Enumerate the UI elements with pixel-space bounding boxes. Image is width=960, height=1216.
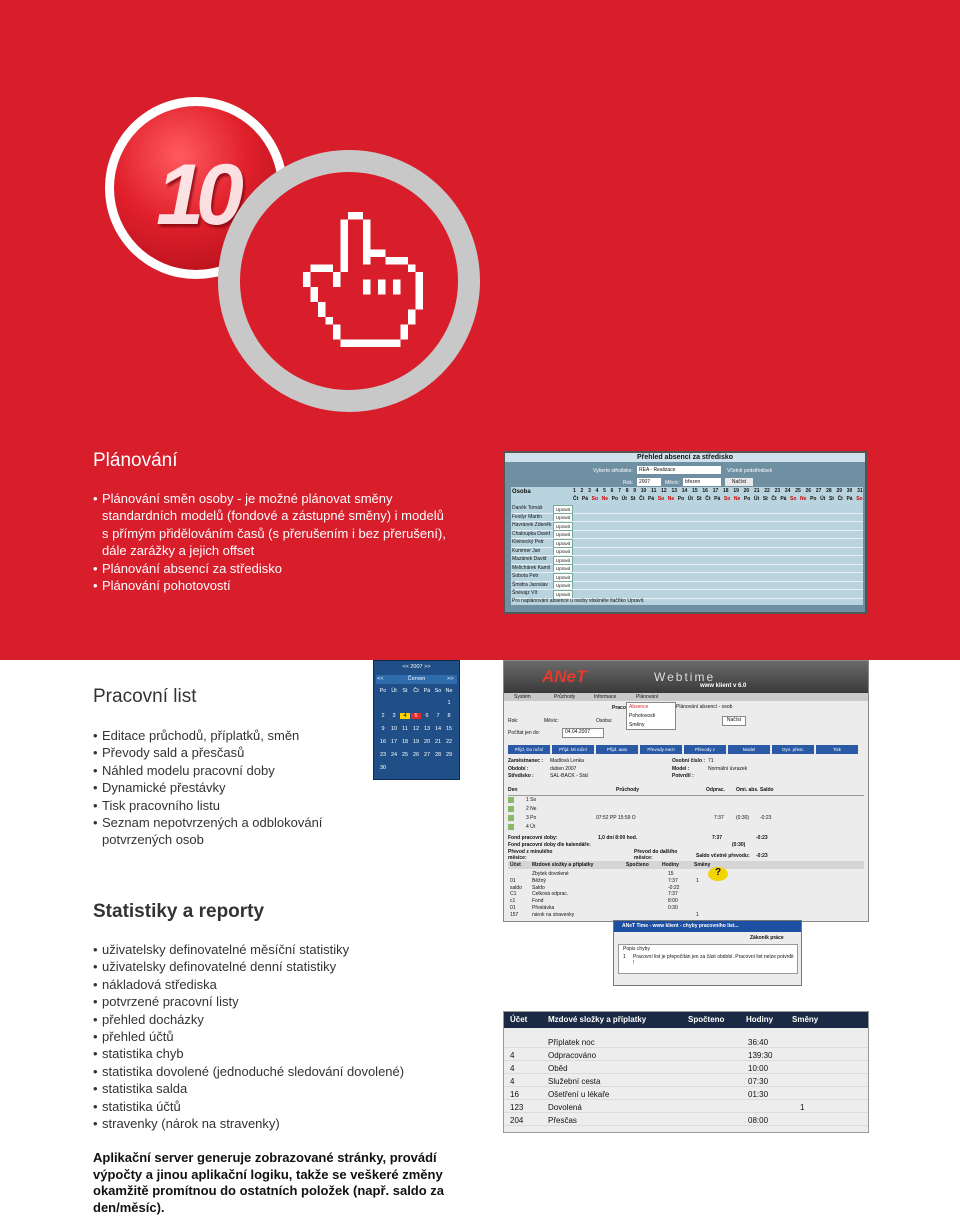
calendar-year[interactable]: << 2007 >> (402, 664, 431, 670)
salary-nazev: Odpracováno (548, 1051, 597, 1060)
menu-item[interactable]: Systém (514, 694, 531, 700)
info-cell: Osobní číslo : (672, 758, 706, 764)
menu-item[interactable]: Plánování (636, 694, 659, 700)
dialog-titlebar (614, 921, 801, 932)
calendar-next[interactable]: >> (447, 676, 454, 682)
tab-button[interactable]: Příjd. auto (596, 745, 638, 754)
load-button[interactable]: Načíst (722, 716, 746, 726)
salary-hodiny: 139:30 (748, 1051, 773, 1060)
saldo-value: -0:23 (756, 853, 768, 859)
error-number: 1 (623, 954, 626, 960)
person-name: Kummer Jan (512, 547, 541, 554)
day-cell: 7:37 (714, 815, 724, 821)
salary-nazev: Dovolená (548, 1103, 582, 1112)
submenu-item[interactable]: Pohotovosti (629, 713, 656, 719)
list-item: • Převody sald a přesčasů (93, 744, 363, 761)
weekday-row: Čt Pá So Ne Po Út St Čt Pá So Ne Po Út St Čt Pá So Ne Po Út St Čt Pá So Ne Po Út St Čt Pá So (573, 496, 863, 502)
tab-button[interactable]: Tisk (816, 745, 858, 754)
info-cell: 71 (708, 758, 714, 764)
calendar-day[interactable]: 26 (412, 752, 420, 758)
person-name: Kleinecký Petr (512, 539, 544, 545)
osoba-header: Osoba (512, 489, 531, 495)
list-item: • statistika salda (93, 1080, 473, 1097)
person-name: Mazánek David (512, 556, 547, 562)
calendar-day[interactable]: 22 (445, 739, 453, 745)
statistiky-list (93, 941, 473, 1132)
calendar-day[interactable]: 17 (390, 739, 398, 745)
account-cell: -0:22 (668, 884, 680, 891)
salary-ucet: 4 (510, 1064, 515, 1073)
tab-button[interactable]: Dyn. přest. (772, 745, 814, 754)
calendar-day[interactable]: 27 (423, 752, 431, 758)
employee-info (508, 758, 864, 782)
badge-number: 10 (156, 147, 236, 243)
mesic-select[interactable]: březen (683, 478, 721, 486)
stredisko-label: Vyberte středisko: (593, 468, 633, 474)
list-item: • nákladová střediska (93, 976, 473, 993)
error-dialog (613, 920, 802, 986)
info-cell: SAL-BACK - Stál (550, 773, 588, 779)
calendar-day[interactable]: 14 (434, 726, 442, 732)
salary-ucet: 123 (510, 1103, 524, 1112)
account-cell: Fond (532, 898, 544, 905)
calendar-day[interactable]: 20 (423, 739, 431, 745)
calendar-day[interactable]: 9 (381, 726, 385, 732)
calendar-month: Červen (407, 676, 426, 682)
salary-nazev: Přesčas (548, 1116, 577, 1125)
account-cell: Přestávka (532, 905, 555, 911)
salary-ucet: 204 (510, 1116, 524, 1125)
calendar-day[interactable]: 5 (411, 713, 421, 719)
date-field[interactable]: 04.04.2007 (562, 728, 604, 738)
person-name: Chaloupka David (512, 530, 551, 537)
edit-button[interactable]: Upravit (553, 590, 573, 599)
account-cell: nárok na stravenky (532, 911, 575, 918)
prevod-do-label: Převod do dalšího měsíce: (634, 849, 678, 861)
calendar-day[interactable]: 13 (423, 726, 431, 732)
tab-button[interactable]: Model (728, 745, 770, 754)
calendar-day[interactable]: 3 (392, 713, 396, 719)
calendar-day[interactable]: 28 (434, 752, 442, 758)
tab-button[interactable]: Příjd. Mi ruční (552, 745, 594, 754)
account-cell: 15 (668, 871, 674, 877)
edit-button[interactable]: Upravit (553, 573, 573, 582)
days-list (508, 797, 864, 833)
salary-ucet: 4 (510, 1077, 515, 1086)
calendar-weekday: So (434, 688, 442, 694)
salary-hodiny: 36:40 (748, 1038, 769, 1047)
submenu-item[interactable]: Směny (629, 722, 645, 728)
account-cell: C1 (510, 891, 517, 898)
footer-note: Aplikační server generuje zobrazované stránky, provádí výpočty a jinou aplikační logiku, takže se veškeré změny okamžitě promítnou do ostatních položek (např. saldo za den/měsíc). (93, 1150, 445, 1215)
submenu-item[interactable]: Absence (629, 704, 649, 710)
zakonik-label: Zákoník práce (750, 935, 784, 941)
list-item: • Dynamické přestávky (93, 779, 363, 796)
day-numbers: 1 2 3 4 5 6 7 8 9 10 11 12 13 14 15 16 17 18 19 20 21 22 23 24 25 26 27 28 29 30 31 (573, 488, 863, 494)
salary-hodiny: 08:00 (748, 1116, 769, 1125)
person-name: Sobota Petr (512, 573, 539, 579)
person-name: Šmidra Jaroslav (512, 581, 548, 588)
podstrediska-checkbox[interactable]: Včetně podstředisek (727, 468, 773, 474)
hand-cursor-icon (288, 212, 438, 362)
salary-table (503, 1011, 869, 1133)
account-cell: 01 (510, 905, 516, 911)
edit-button[interactable]: Upravit (553, 547, 573, 556)
submenu-detail[interactable]: Plánování absencí - osob (676, 704, 733, 710)
fond-label: Fond pracovní doby: (508, 835, 558, 841)
calendar-day[interactable]: 29 (445, 752, 453, 758)
fond-saldo: -0:23 (756, 835, 768, 841)
tab-button[interactable]: Převody z (684, 745, 726, 754)
day-cell: 07:52 PP 15:59 O (596, 815, 636, 821)
salary-hodiny: 01:30 (748, 1090, 769, 1099)
calendar-day[interactable]: 23 (379, 752, 387, 758)
planovani-title: Plánování (93, 450, 178, 471)
osoba-label: Osoba: (596, 718, 613, 724)
day-cell: 3 Po (526, 815, 537, 821)
salary-table-header: Účet Mzdové složky a příplatky Spočteno Hodiny Směny (504, 1012, 868, 1028)
account-cell: 1 (696, 911, 699, 918)
list-item: • Editace průchodů, příplatků, směn (93, 727, 363, 744)
anet-tabs (508, 745, 864, 755)
anet-header (504, 661, 868, 693)
calendar-day[interactable]: 24 (390, 752, 398, 758)
account-cell: saldo (510, 884, 522, 891)
fond-value: 1,0 dní 8:00 hod. (598, 835, 638, 841)
calendar-weekday: Ne (445, 688, 453, 694)
prevod-z-label: Převod z minulého měsíce: (508, 849, 553, 861)
help-icon[interactable]: ? (708, 867, 728, 881)
salary-hodiny: 10:00 (748, 1064, 769, 1073)
calendar-day[interactable]: 10 (390, 726, 398, 732)
edit-button[interactable]: Upravit (553, 505, 573, 514)
day-add-icon[interactable] (508, 824, 514, 830)
absence-grid (511, 487, 863, 605)
mesic-label: Měsíc: (665, 480, 680, 486)
tab-button[interactable]: Převody mezi (640, 745, 682, 754)
person-name: Fesilyr Martin (512, 513, 543, 520)
anet-logo: ANeT (542, 667, 587, 686)
calendar-day[interactable]: 1 (447, 700, 451, 706)
account-cell: Celková odprac. (532, 891, 569, 898)
edit-button[interactable]: Upravit (553, 581, 573, 590)
info-cell: duben 2007 (550, 765, 577, 772)
list-item: • uživatelsky definovatelné měsíční statistiky (93, 941, 473, 958)
calendar-day[interactable]: 30 (379, 765, 387, 771)
calendar-day[interactable]: 25 (401, 752, 409, 758)
edit-button[interactable]: Upravit (553, 556, 573, 565)
list-item: • statistika chyb (93, 1045, 473, 1062)
calendar-widget (373, 660, 460, 780)
account-cell: 8:00 (668, 898, 678, 905)
day-cell: 2 Ne (526, 806, 537, 812)
account-cell: 0:30 (668, 905, 678, 911)
salary-nazev: Služební cesta (548, 1077, 601, 1086)
person-name: Daněk Tomáš (512, 505, 543, 511)
list-item: • Náhled modelu pracovní doby (93, 762, 363, 779)
account-cell: Zbytek dovolené (532, 871, 569, 877)
calendar-day[interactable]: 4 (400, 713, 410, 719)
planovani-submenu (626, 702, 676, 730)
calendar-day[interactable]: 21 (434, 739, 442, 745)
pocitat-label: Počítat jen do: (508, 730, 540, 736)
menu-item[interactable]: Informace (594, 694, 617, 700)
person-name: Havránek Zdeněk (512, 522, 552, 528)
info-cell: Potvrdil : (672, 773, 694, 779)
account-cell: 01 (510, 877, 516, 884)
calendar-weekday: Čt (413, 688, 419, 694)
salary-nazev: Příplatek noc (548, 1038, 595, 1047)
accounts-list (508, 871, 864, 919)
salary-smeny: 1 (800, 1103, 805, 1112)
edit-button[interactable]: Upravit (553, 539, 573, 548)
list-item: • stravenky (nárok na stravenky) (93, 1115, 473, 1132)
list-item: • Plánování směn osoby - je možné plánovat směny standardních modelů (fondové a zástupné směny) i modelů s přímým přidělováním časů (s přerušením i bez přerušení), dále zarážky a jejich offset (93, 490, 453, 560)
hand-cursor-icon-frame (218, 150, 480, 412)
list-item: • přehled účtů (93, 1028, 473, 1045)
info-cell: Normální úvrazek (708, 765, 748, 772)
days-header: Den Průchody Odprac. Omi. abs. Saldo (508, 787, 864, 796)
list-item: • uživatelsky definovatelné denní statistiky (93, 958, 473, 975)
salary-nazev: Ošetření u lékaře (548, 1090, 610, 1099)
error-table (618, 944, 798, 974)
salary-ucet: 16 (510, 1090, 519, 1099)
calendar-day[interactable]: 6 (425, 713, 429, 719)
day-cell: (0:30) (736, 815, 750, 821)
tab-button[interactable]: Příjd. Do ruční (508, 745, 550, 754)
day-add-icon[interactable] (508, 797, 514, 803)
dialog-title: ANeT Time - www klient - chyby pracovního list... (622, 923, 739, 929)
calendar-weekday: Po (379, 688, 387, 694)
account-cell: Běžný (532, 877, 546, 884)
info-cell: Zaměstnanec : (508, 758, 544, 764)
salary-nazev: Oběd (548, 1064, 568, 1073)
webtime-brand: Webtime (654, 670, 716, 684)
anet-window (503, 660, 869, 922)
calendar-prev[interactable]: << (377, 676, 384, 682)
salary-hodiny: 07:30 (748, 1077, 769, 1086)
list-item: • Tisk pracovního listu (93, 797, 363, 814)
fond-kalendar-value: (0:30) (732, 842, 746, 848)
calendar-day[interactable]: 8 (447, 713, 451, 719)
edit-button[interactable]: Upravit (553, 564, 573, 573)
error-text: Pracovní list je přepočítán jen za část období. Pracovní list nelze potvrdit ! (633, 954, 794, 966)
day-add-icon[interactable] (508, 806, 514, 812)
person-name: Melichárek Kamil (512, 564, 551, 571)
calendar-day[interactable]: 19 (412, 739, 420, 745)
planovani-list (93, 490, 453, 594)
rok-label: Rok: (623, 480, 634, 486)
list-item: • Plánování pohotovostí (93, 577, 453, 594)
error-header: Popis chyby (623, 946, 650, 952)
person-name: Šnévajz Vít (512, 590, 538, 596)
account-cell: c1 (510, 898, 516, 905)
list-item: • přehled docházky (93, 1011, 473, 1028)
saldo-label: Saldo včetně převodu: (696, 853, 750, 859)
accounts-header: Účet Mzdové složky a příplatky Spočteno Hodiny Směny (508, 861, 864, 869)
day-cell: -0:23 (760, 815, 772, 821)
rok-select[interactable]: 2007 (637, 478, 661, 486)
day-add-icon[interactable] (508, 815, 514, 821)
load-button[interactable]: Načíst (725, 478, 753, 486)
menu-item[interactable]: Průchody (554, 694, 576, 700)
calendar-day[interactable]: 2 (381, 713, 385, 719)
account-cell: 7:37 (668, 891, 678, 898)
calendar-day[interactable]: 12 (412, 726, 420, 732)
list-item: • statistika dovolené (jednoduché sledování dovolené) (93, 1063, 473, 1080)
account-cell: Saldo (532, 884, 545, 891)
info-cell: Období : (508, 765, 529, 772)
edit-button[interactable]: Upravit (553, 513, 573, 522)
fond-worked: 7:37 (712, 835, 723, 841)
calendar-weekday: St (402, 688, 408, 694)
info-cell: Madlová Lenka (550, 758, 584, 764)
list-item: • Plánování absencí za středisko (93, 560, 453, 577)
grid-footnote: Pro naplánování absence u osoby stiskněte tlačítko Upravit. (512, 598, 645, 604)
page-heading: Praco (612, 705, 626, 711)
statistiky-title: Statistiky a reporty (93, 901, 265, 922)
calendar-day[interactable]: 7 (436, 713, 440, 719)
account-cell: 7:37 (668, 877, 678, 884)
info-cell: Model : (672, 765, 690, 772)
list-item: • potvrzené pracovní listy (93, 993, 473, 1010)
day-cell: 1 So (526, 797, 537, 803)
mesic-label: Měsíc: (544, 718, 559, 724)
calendar-day[interactable]: 11 (402, 726, 408, 732)
list-item: • statistika účtů (93, 1098, 473, 1115)
anet-menubar (504, 693, 868, 701)
absence-plan-screenshot (503, 451, 867, 614)
calendar-weekday: Pá (423, 688, 431, 694)
pracovni-list-list (93, 727, 363, 849)
list-item: • Seznam nepotvrzených a odblokování potvrzených osob (93, 814, 363, 849)
pracovni-list-title: Pracovní list (93, 686, 197, 707)
calendar-day[interactable]: 16 (379, 739, 387, 745)
calendar-day[interactable]: 15 (445, 726, 453, 732)
stredisko-select[interactable]: REA - Realizace (637, 466, 721, 474)
edit-button[interactable]: Upravit (553, 522, 573, 531)
salary-ucet: 4 (510, 1051, 515, 1060)
edit-button[interactable]: Upravit (553, 530, 573, 539)
account-cell: 157 (510, 911, 519, 918)
screenshot-title: Přehled absencí za středisko (505, 453, 865, 462)
day-cell: 4 Út (526, 824, 536, 830)
calendar-weekday: Út (391, 688, 397, 694)
info-cell: Středisko : (508, 773, 534, 779)
fond-kalendar-label: Fond pracovní doby dle kalendáře: (508, 842, 591, 848)
rok-label: Rok: (508, 718, 519, 724)
account-cell: 1 (696, 877, 699, 884)
client-version: www klient v 6.0 (700, 683, 747, 689)
calendar-day[interactable]: 18 (401, 739, 409, 745)
